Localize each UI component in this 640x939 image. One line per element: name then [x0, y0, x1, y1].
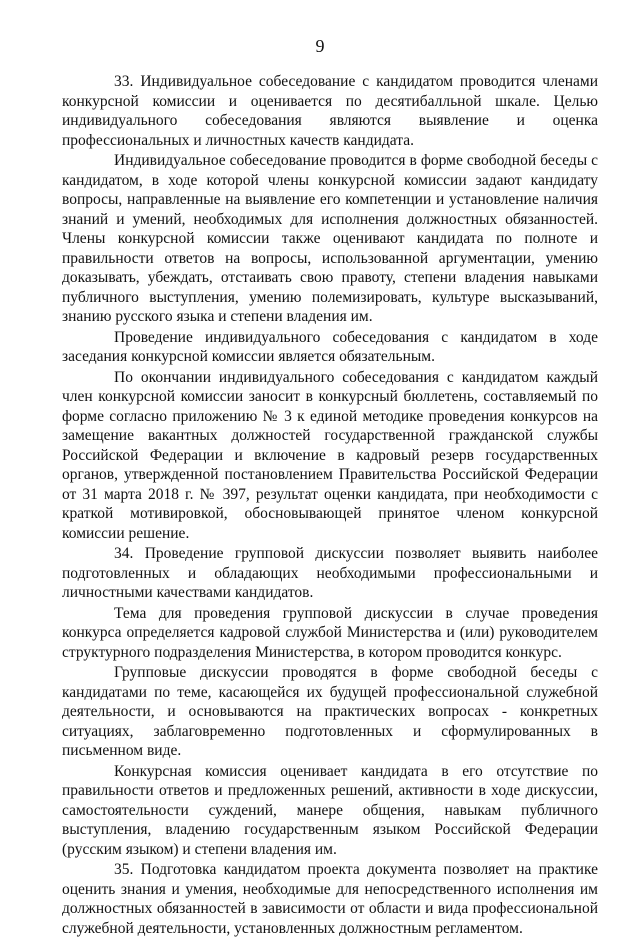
paragraph-interview-mandatory: Проведение индивидуального собеседования с кандидатом в ходе заседания конкурсной комиссии является обязательным.: [62, 328, 598, 365]
paragraph-discussion-evaluation: Конкурсная комиссия оценивает кандидата в его отсутствие по правильности ответов и предложенных решений, активности в ходе дискуссии, самостоятельности суждений, манере общения, навыкам публичного выступления, владению государственным языком Российской Федерации (русским языком) и степени владения им.: [62, 762, 598, 858]
paragraph-ballot: По окончании индивидуального собеседования с кандидатом каждый член конкурсной комиссии заносит в конкурсный бюллетень, составляемый по форме согласно приложению № 3 к единой методике проведения конкурсов на замещение вакантных должностей государственной гражданской службы Российской Федерации и включение в кадровый резерв государственных органов, утвержденной постановлением Правительства Российской Федерации от 31 марта 2018 г. № 397, результат оценки кандидата, при необходимости с краткой мотивировкой, обосновывающей принятое членом конкурсной комиссии решение.: [62, 368, 598, 542]
paragraph-discussion-topic: Тема для проведения групповой дискуссии в случае проведения конкурса определяется кадровой службой Министерства и (или) руководителем структурного подразделения Министерства, в котором проводится конкурс.: [62, 604, 598, 661]
paragraph-interview-form: Индивидуальное собеседование проводится в форме свободной беседы с кандидатом, в ходе которой члены конкурсной комиссии задают кандидату вопросы, направленные на выявление его компетенции и установление наличия знаний и умений, необходимых для исполнения должностных обязанностей. Члены конкурсной комиссии также оценивают кандидата по полноте и правильности ответов на вопросы, использованной аргументации, умению доказывать, убеждать, отстаивать свою правоту, степени владения навыками публичного выступления, умению полемизировать, культуре высказываний, знанию русского языка и степени владения им.: [62, 152, 598, 325]
paragraph-33: 33. Индивидуальное собеседование с кандидатом проводится членами конкурсной комиссии и оценивается по десятибалльной шкале. Целью индивидуального собеседования являются выявление и оценка профессиональных и личностных качеств кандидата.: [62, 73, 598, 149]
paragraph-35: 35. Подготовка кандидатом проекта документа позволяет на практике оценить знания и умения, необходимые для непосредственного исполнения им должностных обязанностей в зависимости от области и вида профессиональной служебной деятельности, установленных должностным регламентом.: [62, 861, 598, 937]
page-number: 9: [315, 36, 325, 56]
paragraph-34: 34. Проведение групповой дискуссии позволяет выявить наиболее подготовленных и обладающих необходимыми профессиональными и личностными качествами кандидатов.: [62, 545, 598, 601]
paragraph-discussion-form: Групповые дискуссии проводятся в форме свободной беседы с кандидатами по теме, касающейся их будущей профессиональной служебной деятельности, и основываются на практических вопросах - конкретных ситуациях, заблаговременно подготовленных и сформулированных в письменном виде.: [62, 664, 598, 759]
document-body: [62, 72, 598, 939]
